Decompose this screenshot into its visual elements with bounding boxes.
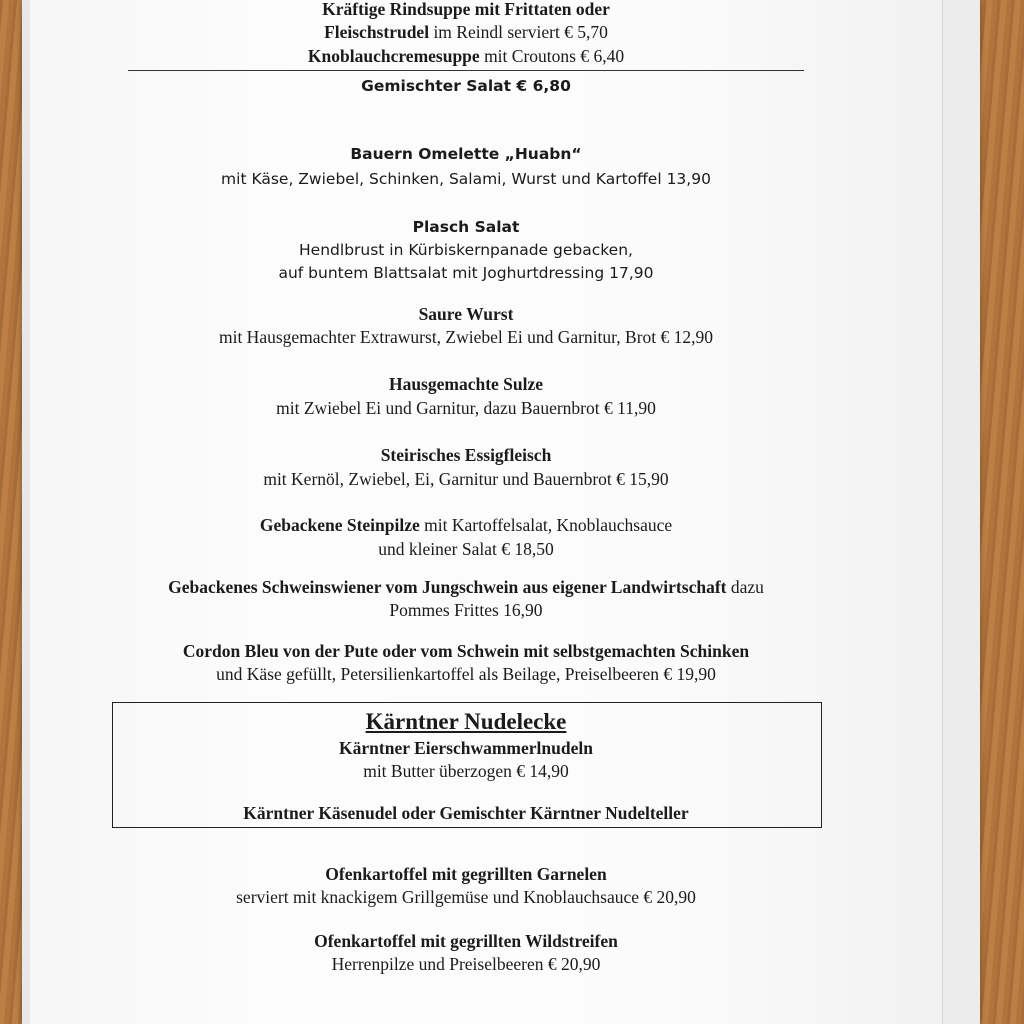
soup-rindsuppe: Kräftige Rindsuppe mit Frittaten oder bbox=[322, 0, 610, 19]
plasch-desc-1: Hendlbrust in Kürbiskernpanade gebacken, bbox=[299, 241, 633, 259]
sulze-desc: mit Zwiebel Ei und Garnitur, dazu Bauernbrot € 11,90 bbox=[276, 398, 656, 418]
wildstreifen-title: Ofenkartoffel mit gegrillten Wildstreifen bbox=[314, 931, 618, 951]
omelette-title: Bauern Omelette „Huabn“ bbox=[350, 145, 582, 163]
garnelen-title: Ofenkartoffel mit gegrillten Garnelen bbox=[325, 864, 607, 884]
saure-wurst-desc: mit Hausgemachter Extrawurst, Zwiebel Ei und Garnitur, Brot € 12,90 bbox=[218, 327, 714, 347]
steinpilze-line-2: und kleiner Salat € 18,50 bbox=[378, 539, 554, 559]
nudel-item-2: Kärntner Käsenudel oder Gemischter Kärntner Nudelteller bbox=[243, 803, 689, 823]
sulze-title: Hausgemachte Sulze bbox=[388, 374, 544, 394]
salad-item: Gemischter Salat € 6,80 bbox=[361, 77, 571, 95]
plasch-title: Plasch Salat bbox=[412, 218, 520, 236]
divider-line bbox=[128, 70, 804, 71]
cordon-bleu-title: Cordon Bleu von der Pute oder vom Schwein mit selbstgemachten Schinken bbox=[182, 641, 750, 661]
garnelen-desc: serviert mit knackigem Grillgemüse und Knoblauchsauce € 20,90 bbox=[236, 887, 696, 907]
essigfleisch-desc: mit Kernöl, Zwiebel, Ei, Garnitur und Bauernbrot € 15,90 bbox=[263, 469, 669, 489]
soup-knoblauch: Knoblauchcremesuppe mit Croutons € 6,40 bbox=[307, 46, 625, 66]
menu-page bbox=[30, 0, 942, 1024]
nudel-item-1-desc: mit Butter überzogen € 14,90 bbox=[363, 761, 569, 781]
nudelecke-title: Kärntner Nudelecke bbox=[365, 709, 567, 734]
nudel-item-1-title: Kärntner Eierschwammerlnudeln bbox=[339, 738, 593, 758]
soup-fleischstrudel: Fleischstrudel im Reindl serviert € 5,70 bbox=[324, 22, 608, 42]
cordon-bleu-desc: und Käse gefüllt, Petersilienkartoffel als Beilage, Preiselbeeren € 19,90 bbox=[216, 664, 716, 684]
plasch-desc-2: auf buntem Blattsalat mit Joghurtdressing 17,90 bbox=[278, 264, 654, 282]
essigfleisch-title: Steirisches Essigfleisch bbox=[380, 445, 552, 465]
schweinswiener-line-2: Pommes Frittes 16,90 bbox=[389, 600, 543, 620]
wildstreifen-desc: Herrenpilze und Preiselbeeren € 20,90 bbox=[331, 954, 601, 974]
saure-wurst-title: Saure Wurst bbox=[418, 304, 514, 324]
schweinswiener-line-1: Gebackenes Schweinswiener vom Jungschwein aus eigener Landwirtschaft dazu bbox=[168, 577, 764, 597]
omelette-desc: mit Käse, Zwiebel, Schinken, Salami, Wurst und Kartoffel 13,90 bbox=[221, 170, 711, 188]
steinpilze-line-1: Gebackene Steinpilze mit Kartoffelsalat, Knoblauchsauce bbox=[259, 515, 673, 535]
